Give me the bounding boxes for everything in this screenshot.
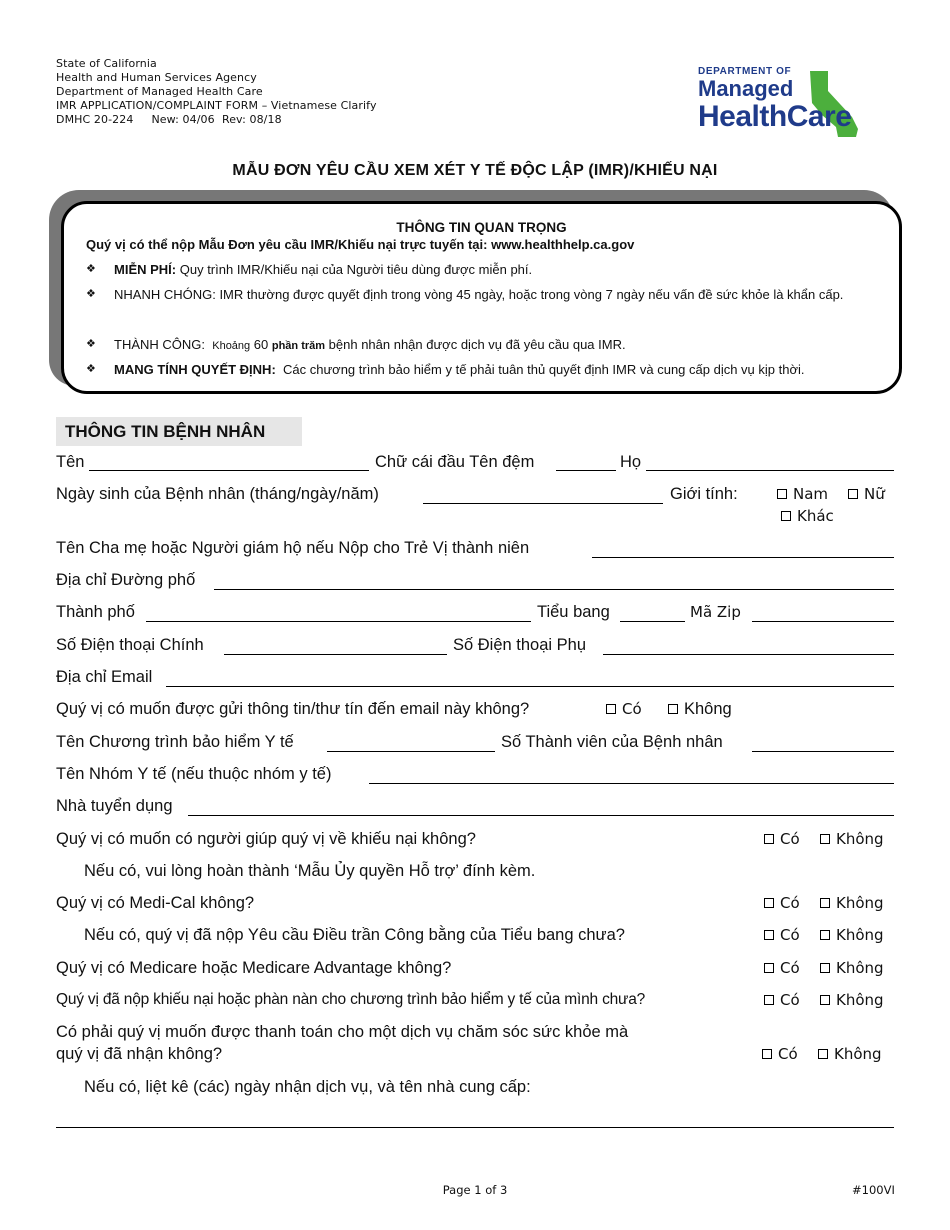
guardian-field[interactable] xyxy=(592,557,894,558)
q3-yes[interactable]: Có xyxy=(764,926,800,944)
checkbox[interactable] xyxy=(764,930,774,940)
logo-mid-text: Managed xyxy=(698,76,794,101)
dmhc-logo xyxy=(698,66,898,140)
secondary-phone-label: Số Điện thoại Phụ xyxy=(453,636,587,654)
bullet-binding: ❖ MANG TÍNH QUYẾT ĐỊNH: Các chương trình bảo hiểm y tế phải tuân thủ quyết định IMR và cung cấp dịch vụ kịp thời. xyxy=(86,357,886,382)
diamond-bullet-icon: ❖ xyxy=(86,263,96,275)
employer-label: Nhà tuyển dụng xyxy=(56,797,173,815)
checkbox[interactable] xyxy=(820,930,830,940)
checkbox[interactable] xyxy=(606,704,616,714)
checkbox[interactable] xyxy=(668,704,678,714)
diamond-bullet-icon: ❖ xyxy=(86,288,96,300)
checkbox[interactable] xyxy=(762,1049,772,1059)
section-header-patient-info: THÔNG TIN BỆNH NHÂN xyxy=(56,417,302,446)
agency-header xyxy=(56,57,377,127)
gender-label: Giới tính: xyxy=(670,485,738,503)
last-name-label: Họ xyxy=(620,453,642,471)
middle-initial-label: Chữ cái đầu Tên đệm xyxy=(375,453,535,471)
gender-male-option[interactable]: Nam xyxy=(777,485,828,503)
medical-group-field[interactable] xyxy=(369,783,894,784)
question-filed-grievance: Quý vị đã nộp khiếu nại hoặc phàn nàn cho chương trình bảo hiểm y tế của mình chưa? xyxy=(56,991,646,1008)
checkbox[interactable] xyxy=(848,489,858,499)
state-field[interactable] xyxy=(620,621,685,622)
dob-label: Ngày sinh của Bệnh nhân (tháng/ngày/năm) xyxy=(56,485,379,503)
email-consent-yes[interactable]: Có xyxy=(606,700,642,718)
info-box xyxy=(61,201,902,394)
logo-top-text: DEPARTMENT OF xyxy=(698,66,792,77)
first-name-label: Tên xyxy=(56,453,85,471)
q1-no[interactable]: Không xyxy=(820,830,884,848)
checkbox[interactable] xyxy=(820,963,830,973)
bullet-free: ❖ MIỄN PHÍ: Quy trình IMR/Khiếu nại của Người tiêu dùng được miễn phí. xyxy=(86,257,886,282)
health-plan-field[interactable] xyxy=(327,751,495,752)
header-line: IMR APPLICATION/COMPLAINT FORM – Vietnamese Clarify xyxy=(56,99,377,112)
service-dates-providers-field[interactable] xyxy=(56,1127,894,1128)
email-field[interactable] xyxy=(166,686,894,687)
email-consent-no[interactable]: Không xyxy=(668,700,732,719)
q6-yes[interactable]: Có xyxy=(762,1045,798,1063)
form-title: MẪU ĐƠN YÊU CẦU XEM XÉT Y TẾ ĐỘC LẬP (IMR)/KHIẾU NẠI xyxy=(232,162,718,179)
city-label: Thành phố xyxy=(56,603,135,621)
street-field[interactable] xyxy=(214,589,894,590)
gender-other-option[interactable]: Khác xyxy=(781,507,834,525)
state-label: Tiểu bang xyxy=(537,603,610,621)
question-fair-hearing: Nếu có, quý vị đã nộp Yêu cầu Điều trần Công bằng của Tiểu bang chưa? xyxy=(84,926,625,944)
employer-field[interactable] xyxy=(188,815,894,816)
header-line: Department of Managed Health Care xyxy=(56,85,263,98)
diamond-bullet-icon: ❖ xyxy=(86,338,96,350)
bullet-success: ❖ THÀNH CÔNG: Khoảng 60 phần trăm bệnh nhân nhận được dịch vụ đã yêu cầu qua IMR. xyxy=(86,332,886,357)
question-reimbursement-line1: Có phải quý vị muốn được thanh toán cho một dịch vụ chăm sóc sức khỏe mà xyxy=(56,1023,629,1041)
header-line: State of California xyxy=(56,57,157,70)
question-reimbursement-note: Nếu có, liệt kê (các) ngày nhận dịch vụ, và tên nhà cung cấp: xyxy=(84,1078,531,1096)
info-box-title: THÔNG TIN QUAN TRỌNG xyxy=(396,220,567,235)
zip-field[interactable] xyxy=(752,621,894,622)
member-number-label: Số Thành viên của Bệnh nhân xyxy=(501,733,723,751)
checkbox[interactable] xyxy=(818,1049,828,1059)
q4-no[interactable]: Không xyxy=(820,959,884,977)
q6-no[interactable]: Không xyxy=(818,1045,882,1063)
question-help: Quý vị có muốn có người giúp quý vị về khiếu nại không? xyxy=(56,830,476,848)
q5-yes[interactable]: Có xyxy=(764,991,800,1009)
city-field[interactable] xyxy=(146,621,531,622)
diamond-bullet-icon: ❖ xyxy=(86,363,96,375)
checkbox[interactable] xyxy=(764,995,774,1005)
question-help-note: Nếu có, vui lòng hoàn thành ‘Mẫu Ủy quyền Hỗ trợ’ đính kèm. xyxy=(84,862,536,880)
header-line: DMHC 20-224 New: 04/06 Rev: 08/18 xyxy=(56,113,282,126)
q5-no[interactable]: Không xyxy=(820,991,884,1009)
checkbox[interactable] xyxy=(764,898,774,908)
member-number-field[interactable] xyxy=(752,751,894,752)
first-name-field[interactable] xyxy=(89,470,369,471)
last-name-field[interactable] xyxy=(646,470,894,471)
primary-phone-field[interactable] xyxy=(224,654,447,655)
gender-female-option[interactable]: Nữ xyxy=(848,485,885,503)
q3-no[interactable]: Không xyxy=(820,926,884,944)
bullet-fast: ❖ NHANH CHÓNG: IMR thường được quyết định trong vòng 45 ngày, hoặc trong vòng 7 ngày nếu vấn đề sức khỏe là khẩn cấp. xyxy=(86,282,886,332)
middle-initial-field[interactable] xyxy=(556,470,616,471)
question-medi-cal: Quý vị có Medi-Cal không? xyxy=(56,894,255,912)
medical-group-label: Tên Nhóm Y tế (nếu thuộc nhóm y tế) xyxy=(56,765,332,783)
zip-label: Mã Zip xyxy=(690,603,741,621)
info-box-subtitle: Quý vị có thể nộp Mẫu Đơn yêu cầu IMR/Khiếu nại trực tuyến tại: www.healthhelp.ca.gov xyxy=(86,237,635,252)
q1-yes[interactable]: Có xyxy=(764,830,800,848)
question-medicare: Quý vị có Medicare hoặc Medicare Advantage không? xyxy=(56,959,452,977)
checkbox[interactable] xyxy=(764,963,774,973)
checkbox[interactable] xyxy=(777,489,787,499)
email-label: Địa chỉ Email xyxy=(56,668,153,686)
dob-field[interactable] xyxy=(423,503,663,504)
page-number: Page 1 of 3 xyxy=(442,1183,508,1197)
health-plan-label: Tên Chương trình bảo hiểm Y tế xyxy=(56,733,294,751)
checkbox[interactable] xyxy=(820,898,830,908)
q4-yes[interactable]: Có xyxy=(764,959,800,977)
checkbox[interactable] xyxy=(781,511,791,521)
q2-yes[interactable]: Có xyxy=(764,894,800,912)
checkbox[interactable] xyxy=(820,995,830,1005)
guardian-label: Tên Cha mẹ hoặc Người giám hộ nếu Nộp cho Trẻ Vị thành niên xyxy=(56,539,530,557)
primary-phone-label: Số Điện thoại Chính xyxy=(56,636,204,654)
q2-no[interactable]: Không xyxy=(820,894,884,912)
header-line: Health and Human Services Agency xyxy=(56,71,257,84)
logo-bottom-text: HealthCare xyxy=(698,100,852,133)
checkbox[interactable] xyxy=(764,834,774,844)
checkbox[interactable] xyxy=(820,834,830,844)
form-code: #100VI xyxy=(852,1183,895,1197)
email-consent-question: Quý vị có muốn được gửi thông tin/thư tín đến email này không? xyxy=(56,700,530,718)
secondary-phone-field[interactable] xyxy=(603,654,894,655)
question-reimbursement-line2: quý vị đã nhận không? xyxy=(56,1045,223,1063)
street-label: Địa chỉ Đường phố xyxy=(56,571,196,589)
